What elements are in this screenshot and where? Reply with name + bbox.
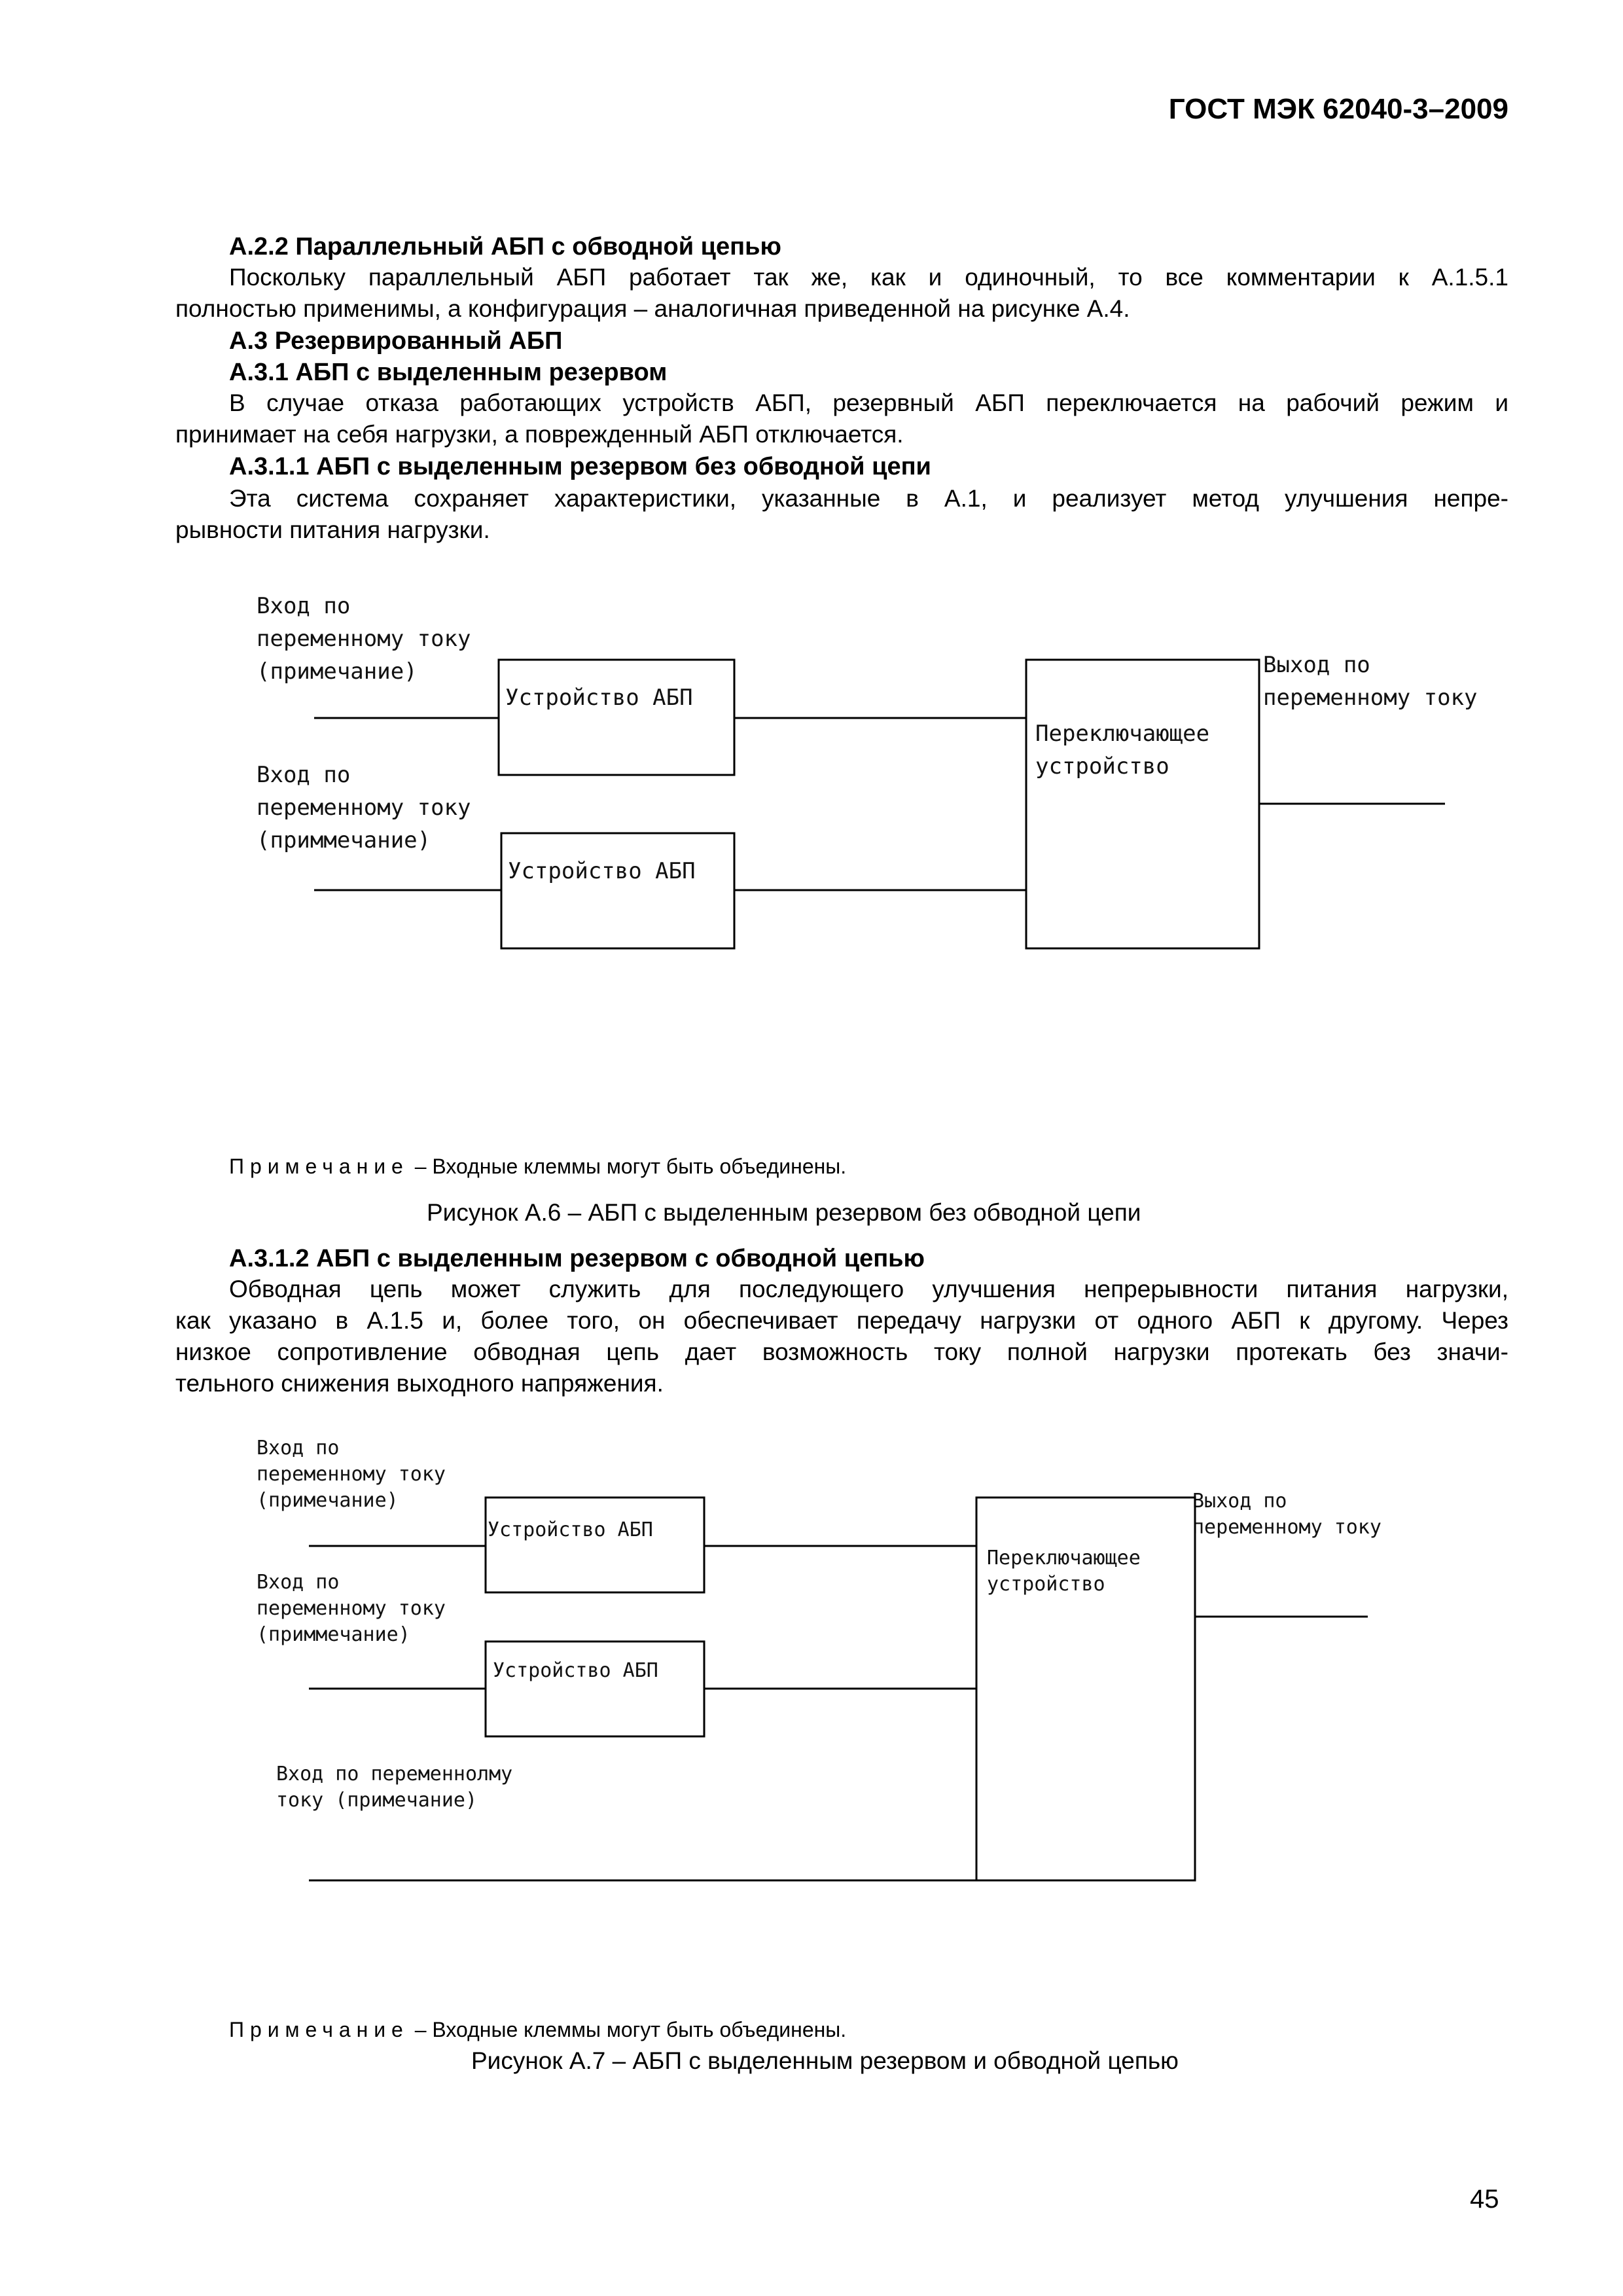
section-heading-a312: А.3.1.2 АБП с выделенным резервом с обводной цепью <box>229 1245 925 1272</box>
output-label-line: переменному току <box>1263 685 1478 711</box>
input1-label-line: Вход по <box>257 1437 340 1460</box>
input2-label-line: Вход по <box>257 1571 340 1594</box>
paragraph-line: как указано в А.1.5 и, более того, он обеспечивает передачу нагрузки от одного АБП к другому. Через <box>175 1307 1508 1334</box>
paragraph-line: рывности питания нагрузки. <box>175 516 490 543</box>
input1-label-line: Вход по <box>257 593 351 619</box>
ups2-label: Устройство АБП <box>493 1659 658 1682</box>
figure-a7-caption: Рисунок А.7 – АБП с выделенным резервом и обводной цепью <box>471 2047 1179 2074</box>
note-label: Примечание <box>229 2018 409 2041</box>
section-heading-a3: А.3 Резервированный АБП <box>229 327 563 355</box>
section-heading-a22: А.2.2 Параллельный АБП с обводной цепью <box>229 233 781 260</box>
switch-label-line: Переключающее <box>1035 721 1210 747</box>
input3-label-line: току (примечание) <box>276 1789 478 1812</box>
input2-label-line: переменному току <box>257 795 471 821</box>
output-label-line: переменному току <box>1192 1516 1382 1539</box>
paragraph-line: принимает на себя нагрузки, а поврежденный АБП отключается. <box>175 421 904 448</box>
ups1-label: Устройство АБП <box>505 685 693 711</box>
switch-label-line: устройство <box>1035 753 1169 780</box>
paragraph-line: низкое сопротивление обводная цепь дает возможность току полной нагрузки протекать без значи- <box>175 1338 1508 1365</box>
input1-label-line: (примечание) <box>257 1489 399 1512</box>
document-header: ГОСТ МЭК 62040-3–2009 <box>1168 93 1508 125</box>
ups1-label: Устройство АБП <box>488 1518 653 1541</box>
page-number: 45 <box>1470 2185 1499 2214</box>
input2-label-line: Вход по <box>257 762 351 788</box>
note-text: – Входные клеммы могут быть объединены. <box>408 1155 847 1178</box>
paragraph-line: Эта система сохраняет характеристики, указанные в А.1, и реализует метод улучшения непре- <box>229 485 1508 512</box>
input2-label-line: переменному току <box>257 1597 446 1620</box>
paragraph-line: тельного снижения выходного напряжения. <box>175 1370 664 1397</box>
ups2-label: Устройство АБП <box>508 858 696 884</box>
switch-label-line: устройство <box>987 1573 1105 1596</box>
paragraph-line: В случае отказа работающих устройств АБП, резервный АБП переключается на рабочий режим и <box>229 389 1508 416</box>
switch-label-line: Переключающее <box>987 1547 1141 1570</box>
ups2-box <box>486 1641 704 1736</box>
input1-label-line: переменному току <box>257 1463 446 1486</box>
input2-label-line: (приммечание) <box>257 1623 410 1646</box>
paragraph-line: Поскольку параллельный АБП работает так же, как и одиночный, то все комментарии к А.1.5.1 <box>229 264 1508 291</box>
section-heading-a311: А.3.1.1 АБП с выделенным резервом без обводной цепи <box>229 453 931 480</box>
output-label-line: Выход по <box>1263 652 1370 678</box>
input1-label-line: (примечание) <box>257 658 418 685</box>
paragraph-line: полностью применимы, а конфигурация – аналогичная приведенной на рисунке А.4. <box>175 295 1130 322</box>
paragraph-line: Обводная цепь может служить для последующего улучшения непрерывности питания нагрузки, <box>229 1276 1508 1302</box>
figure-a7-note <box>229 2018 846 2042</box>
note-label: Примечание <box>229 1155 409 1178</box>
note-text: – Входные клеммы могут быть объединены. <box>408 2018 847 2041</box>
input3-label-line: Вход по переменнолму <box>276 1763 513 1785</box>
figure-a6-caption: Рисунок А.6 – АБП с выделенным резервом без обводной цепи <box>427 1199 1141 1226</box>
output-label-line: Выход по <box>1192 1490 1287 1513</box>
input2-label-line: (приммечание) <box>257 827 431 853</box>
input1-label-line: переменному току <box>257 626 471 652</box>
ups1-box <box>486 1498 704 1592</box>
section-heading-a31: А.3.1 АБП с выделенным резервом <box>229 359 668 386</box>
